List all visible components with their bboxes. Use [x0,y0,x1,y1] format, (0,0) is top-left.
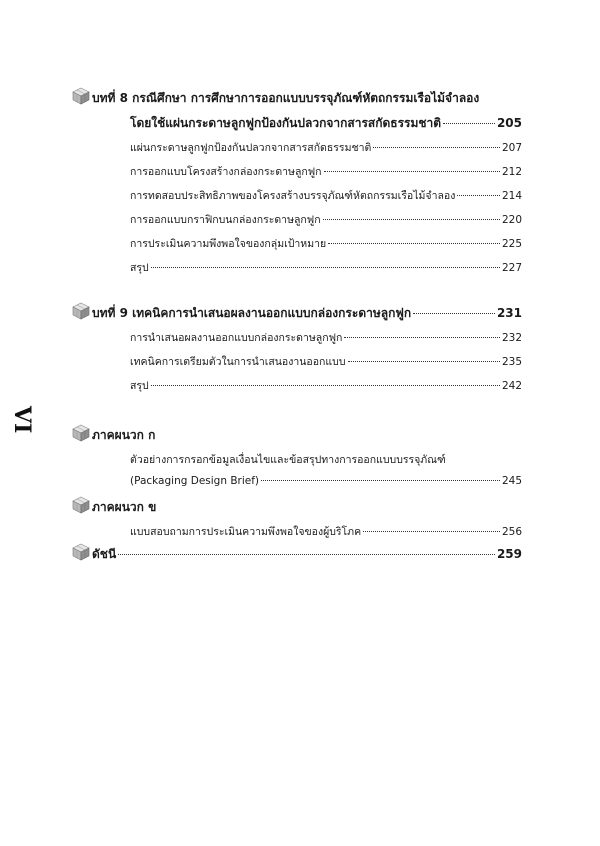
toc-entry-label: (Packaging Design Brief) [130,475,260,487]
toc-entry-page: 242 [501,380,522,392]
cube-icon [72,87,90,105]
toc-entry-page: 220 [501,214,522,226]
toc-entry-page: 232 [501,332,522,344]
toc-entry[interactable] [130,353,522,370]
toc-entry-page: 227 [501,262,522,274]
chapter8-title-line1[interactable] [92,89,512,108]
toc-entry-page: 256 [501,526,522,538]
toc-entry-label: เทคนิคการเตรียมตัวในการนำเสนองานออกแบบ [130,356,346,368]
appendix-b-title[interactable] [92,498,156,517]
dot-leader [151,267,500,268]
toc-entry-label: แผ่นกระดาษลูกฟูกป้องกันปลวกจากสารสกัดธรรมชาติ [130,142,372,154]
toc-entry[interactable] [130,329,522,346]
chapter8-title-text2: โดยใช้แผ่นกระดาษลูกฟูกป้องกันปลวกจากสารสกัดธรรมชาติ [130,116,442,130]
toc-entry-label: การออกแบบโครงสร้างกล่องกระดาษลูกฟูก [130,166,322,178]
toc-entry[interactable] [130,523,522,540]
dot-leader [443,123,495,124]
toc-entry-label: ตัวอย่างการกรอกข้อมูลเงื่อนไขและข้อสรุปทางการออกแบบบรรจุภัณฑ์ [130,454,446,466]
dot-leader [324,171,500,172]
toc-entry[interactable] [130,259,522,276]
cube-icon [72,424,90,442]
chapter9-page: 231 [496,306,522,320]
toc-entry-label: แบบสอบถามการประเมินความพึงพอใจของผู้บริโภค [130,526,362,538]
dot-leader [344,337,500,338]
dot-leader [151,385,500,386]
dot-leader [373,147,500,148]
toc-entry-label: การออกแบบกราฟิกบนกล่องกระดาษลูกฟูก [130,214,321,226]
toc-entry[interactable] [130,187,522,204]
chapter8-page: 205 [496,116,522,130]
toc-entry-label: การประเมินความพึงพอใจของกลุ่มเป้าหมาย [130,238,327,250]
toc-entry-label: สรุป [130,380,149,392]
dot-leader [457,195,500,196]
index-page: 259 [496,547,522,561]
toc-entry[interactable] [130,377,522,394]
index-entry[interactable] [92,545,522,564]
toc-entry-page: 207 [501,142,522,154]
toc-entry-label: การนำเสนอผลงานออกแบบกล่องกระดาษลูกฟูก [130,332,343,344]
chapter9-title-text: บทที่ 9 เทคนิคการนำเสนอผลงานออกแบบกล่องกระดาษลูกฟูก [92,306,412,320]
toc-entry[interactable] [130,139,522,156]
appendix-b-title-text: ภาคผนวก ข [92,500,157,514]
dot-leader [261,480,500,481]
dot-leader [328,243,500,244]
chapter9-title[interactable] [92,304,522,323]
dot-leader [118,554,495,555]
appendix-a-line2[interactable] [130,475,522,487]
toc-entry-page: 245 [501,475,522,487]
appendix-a-line1[interactable] [130,451,446,468]
toc-entry-page: 225 [501,238,522,250]
toc-entry[interactable] [130,235,522,252]
toc-entry-page: 212 [501,166,522,178]
toc-entry-label: สรุป [130,262,149,274]
toc-entry-label: การทดสอบประสิทธิภาพของโครงสร้างบรรจุภัณฑ์หัตถกรรมเรือไม้จำลอง [130,190,456,202]
dot-leader [413,313,495,314]
cube-icon [72,543,90,561]
index-title: ดัชนี [92,547,117,561]
cube-icon [72,496,90,514]
chapter8-title-line2[interactable] [130,114,522,133]
page-number: VI [9,406,35,434]
toc-entry-page: 214 [501,190,522,202]
dot-leader [363,531,500,532]
toc-entry[interactable] [130,211,522,228]
appendix-a-title[interactable] [92,426,155,445]
cube-icon [72,302,90,320]
chapter8-title-text: บทที่ 8 กรณีศึกษา การศึกษาการออกแบบบรรจุภัณฑ์หัตถกรรมเรือไม้จำลอง [92,91,480,105]
toc-entry-page: 235 [501,356,522,368]
dot-leader [348,361,500,362]
toc-entry[interactable] [130,163,522,180]
appendix-a-title-text: ภาคผนวก ก [92,428,156,442]
dot-leader [323,219,500,220]
